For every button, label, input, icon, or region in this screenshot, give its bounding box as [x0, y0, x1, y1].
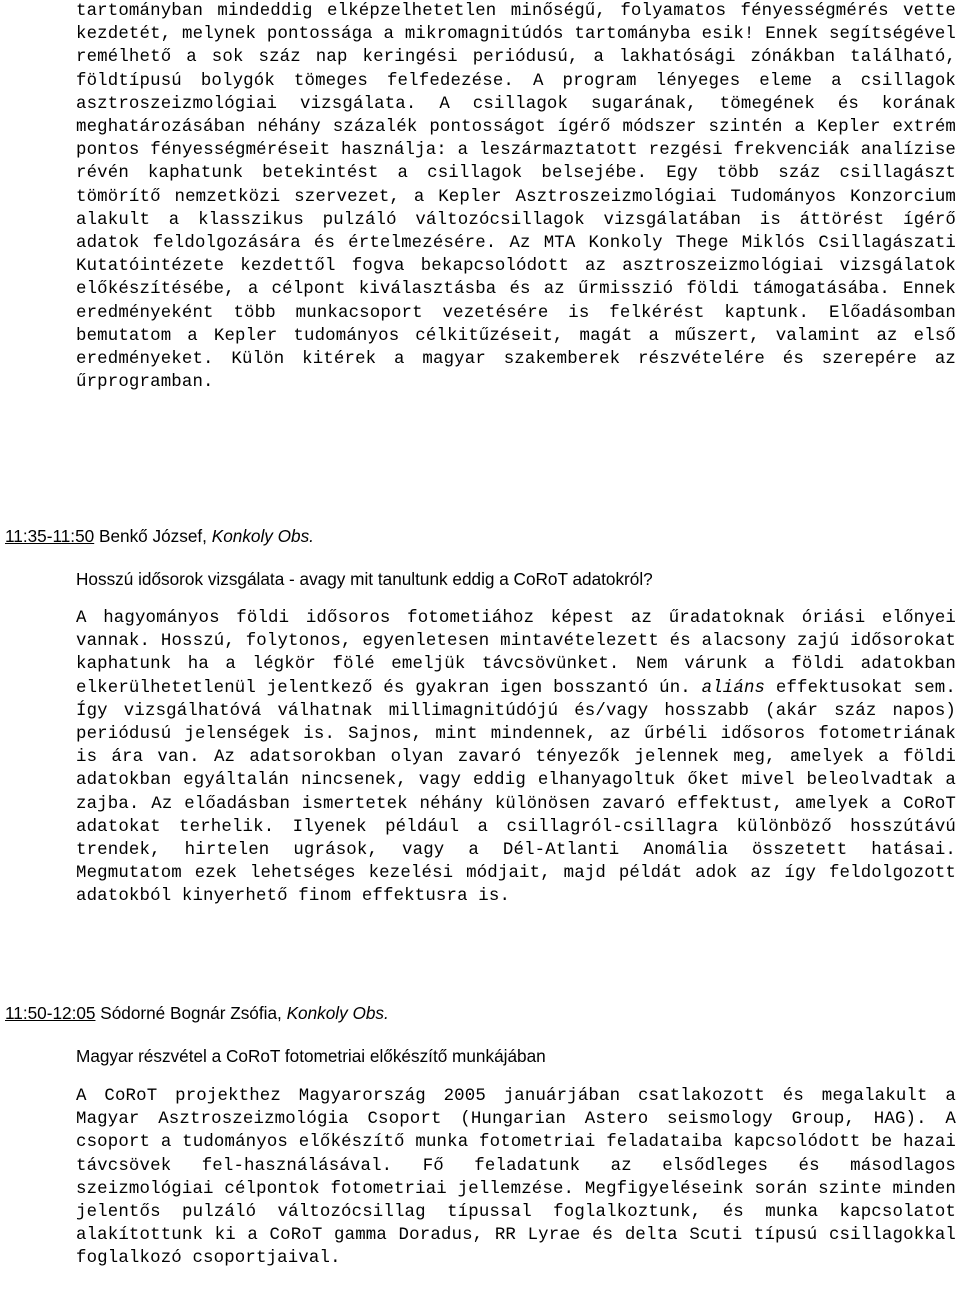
- kepler-abstract-text: tartományban mindeddig elképzelhetetlen minőségű, folyamatos fényességmérés vette kezdetét, melynek pontossága a mikromagnitúdós tartományba esik! Ennek segítségével remélhető a sok száz nap keringési periódusú, a lakhatósági zónákban található, földtípusú bolygók tömeges felfedezése. A program lényeges eleme a csillagok asztroszeizmológiai vizsgálata. A csillagok sugarának, tömegének és korának meghatározásában néhány százalék pontosságot ígérő módszer szintén a Kepler extrém pontos fényességméréseit használja: a leszármaztatott rezgési frekvenciák analízise révén kaphatunk betekintést a csillagok belsejébe. Egy több száz csillagászt tömörítő nemzetközi szervezet, a Kepler Asztroszeizmológiai Tudományos Konzorcium alakult a klasszikus pulzáló változócsillagok vizsgálatában is áttörést ígérő adatok feldolgozására és értelmezésére. Az MTA Konkoly Thege Miklós Csillagászati Kutatóintézete kezdettől fogva bekapcsolódott az asztroszeizmológiai vizsgálatok előkészítésébe, a célpont kiválasztásba és az űrmisszió földi támogatásába. Ennek eredményeként több munkacsoport vezetésére is felkérést kaptunk. Előadásomban bemutatom a Kepler tudományos célkitűzéseit, magát a műszert, valamint az első eredményeket. Külön kitérek a magyar szakemberek részvételére és szerepére az űrprogramban.: [76, 2, 956, 393]
- session-header-benko: [5, 525, 314, 547]
- speaker-separator: ,: [202, 526, 212, 546]
- speaker-affiliation: Konkoly Obs.: [211, 526, 314, 546]
- speaker-affiliation: Konkoly Obs.: [286, 1003, 389, 1023]
- session-header-sodorne: [5, 1002, 389, 1024]
- speaker-name: Sódorné Bognár Zsófia: [100, 1003, 278, 1023]
- benko-abstract-italic-term: aliáns: [701, 678, 766, 698]
- sodorne-abstract-text: A CoRoT projekthez Magyarország 2005 januárjában csatlakozott és megalakult a Magyar Asztroszeizmológia Csoport (Hungarian Astero seismology Group, HAG). A csoport a tudományos előkészítő munka fotometriai feladataiba kapcsolódott be hazai távcsövek fel-használásával. Fő feladatunk az elsődleges és másodlagos szeizmológiai célpontok fotometriai jellemzése. Megfigyeléseink során szinte minden jelentős pulzáló változócsillag típussal foglalkoztunk, és munka kapcsolatot alakítottunk ki a CoRoT gamma Doradus, RR Lyrae és delta Scuti típusú csillagokkal foglalkozó csoportjaival.: [76, 1087, 956, 1269]
- session-time: 11:35-11:50: [5, 526, 95, 546]
- speaker-separator: ,: [277, 1003, 287, 1023]
- benko-abstract-text-2: effektusokat sem. Így vizsgálhatóvá válhatnak millimagnitúdójú és/vagy hosszabb (akár száz napos) periódusú jelenségek is. Sajnos, mint mindennek, az űrbéli idősoros fotometriának is ára van. Az adatsorokban olyan zavaró tényezők jelennek meg, amelyek a földi adatokban egyáltalán nincsenek, vagy eddig elhanyagoltuk őket mivel beleolvadtak a zajba. Az előadásban ismertetek néhány különösen zavaró effektust, amelyek a CoRoT adatokat terhelik. Ilyenek például a csillagról-csillagra különböző hosszútávú trendek, hirtelen ugrások, vagy a Dél-Atlanti Anomália összetett hatásai. Megmutatom ezek lehetséges kezelési módjait, majd példát adok az így feldolgozott adatokból kinyerhető finom effektusra is.: [76, 678, 956, 907]
- kepler-abstract-paragraph: [76, 0, 956, 394]
- talk-title-sodorne: Magyar részvétel a CoRoT fotometriai előkészítő munkájában: [76, 1046, 546, 1066]
- benko-abstract-paragraph: [76, 607, 956, 909]
- talk-title-benko: Hosszú idősorok vizsgálata - avagy mit tanultunk eddig a CoRoT adatokról?: [76, 569, 653, 589]
- sodorne-abstract-paragraph: [76, 1085, 956, 1271]
- session-time: 11:50-12:05: [5, 1003, 96, 1023]
- benko-abstract-text-1: A hagyományos földi idősoros fotometiához képest az űradatoknak óriási előnyei vannak. Hosszú, folytonos, egyenletesen mintavételezett és alacsony zajú idősorokat kaphatunk ha a légkör fölé emeljük távcsövünket. Nem várunk a földi adatokban elkerülhetetlenül jelentkező és gyakran igen bosszantó ún.: [76, 609, 956, 698]
- speaker-name: Benkő József: [98, 526, 203, 546]
